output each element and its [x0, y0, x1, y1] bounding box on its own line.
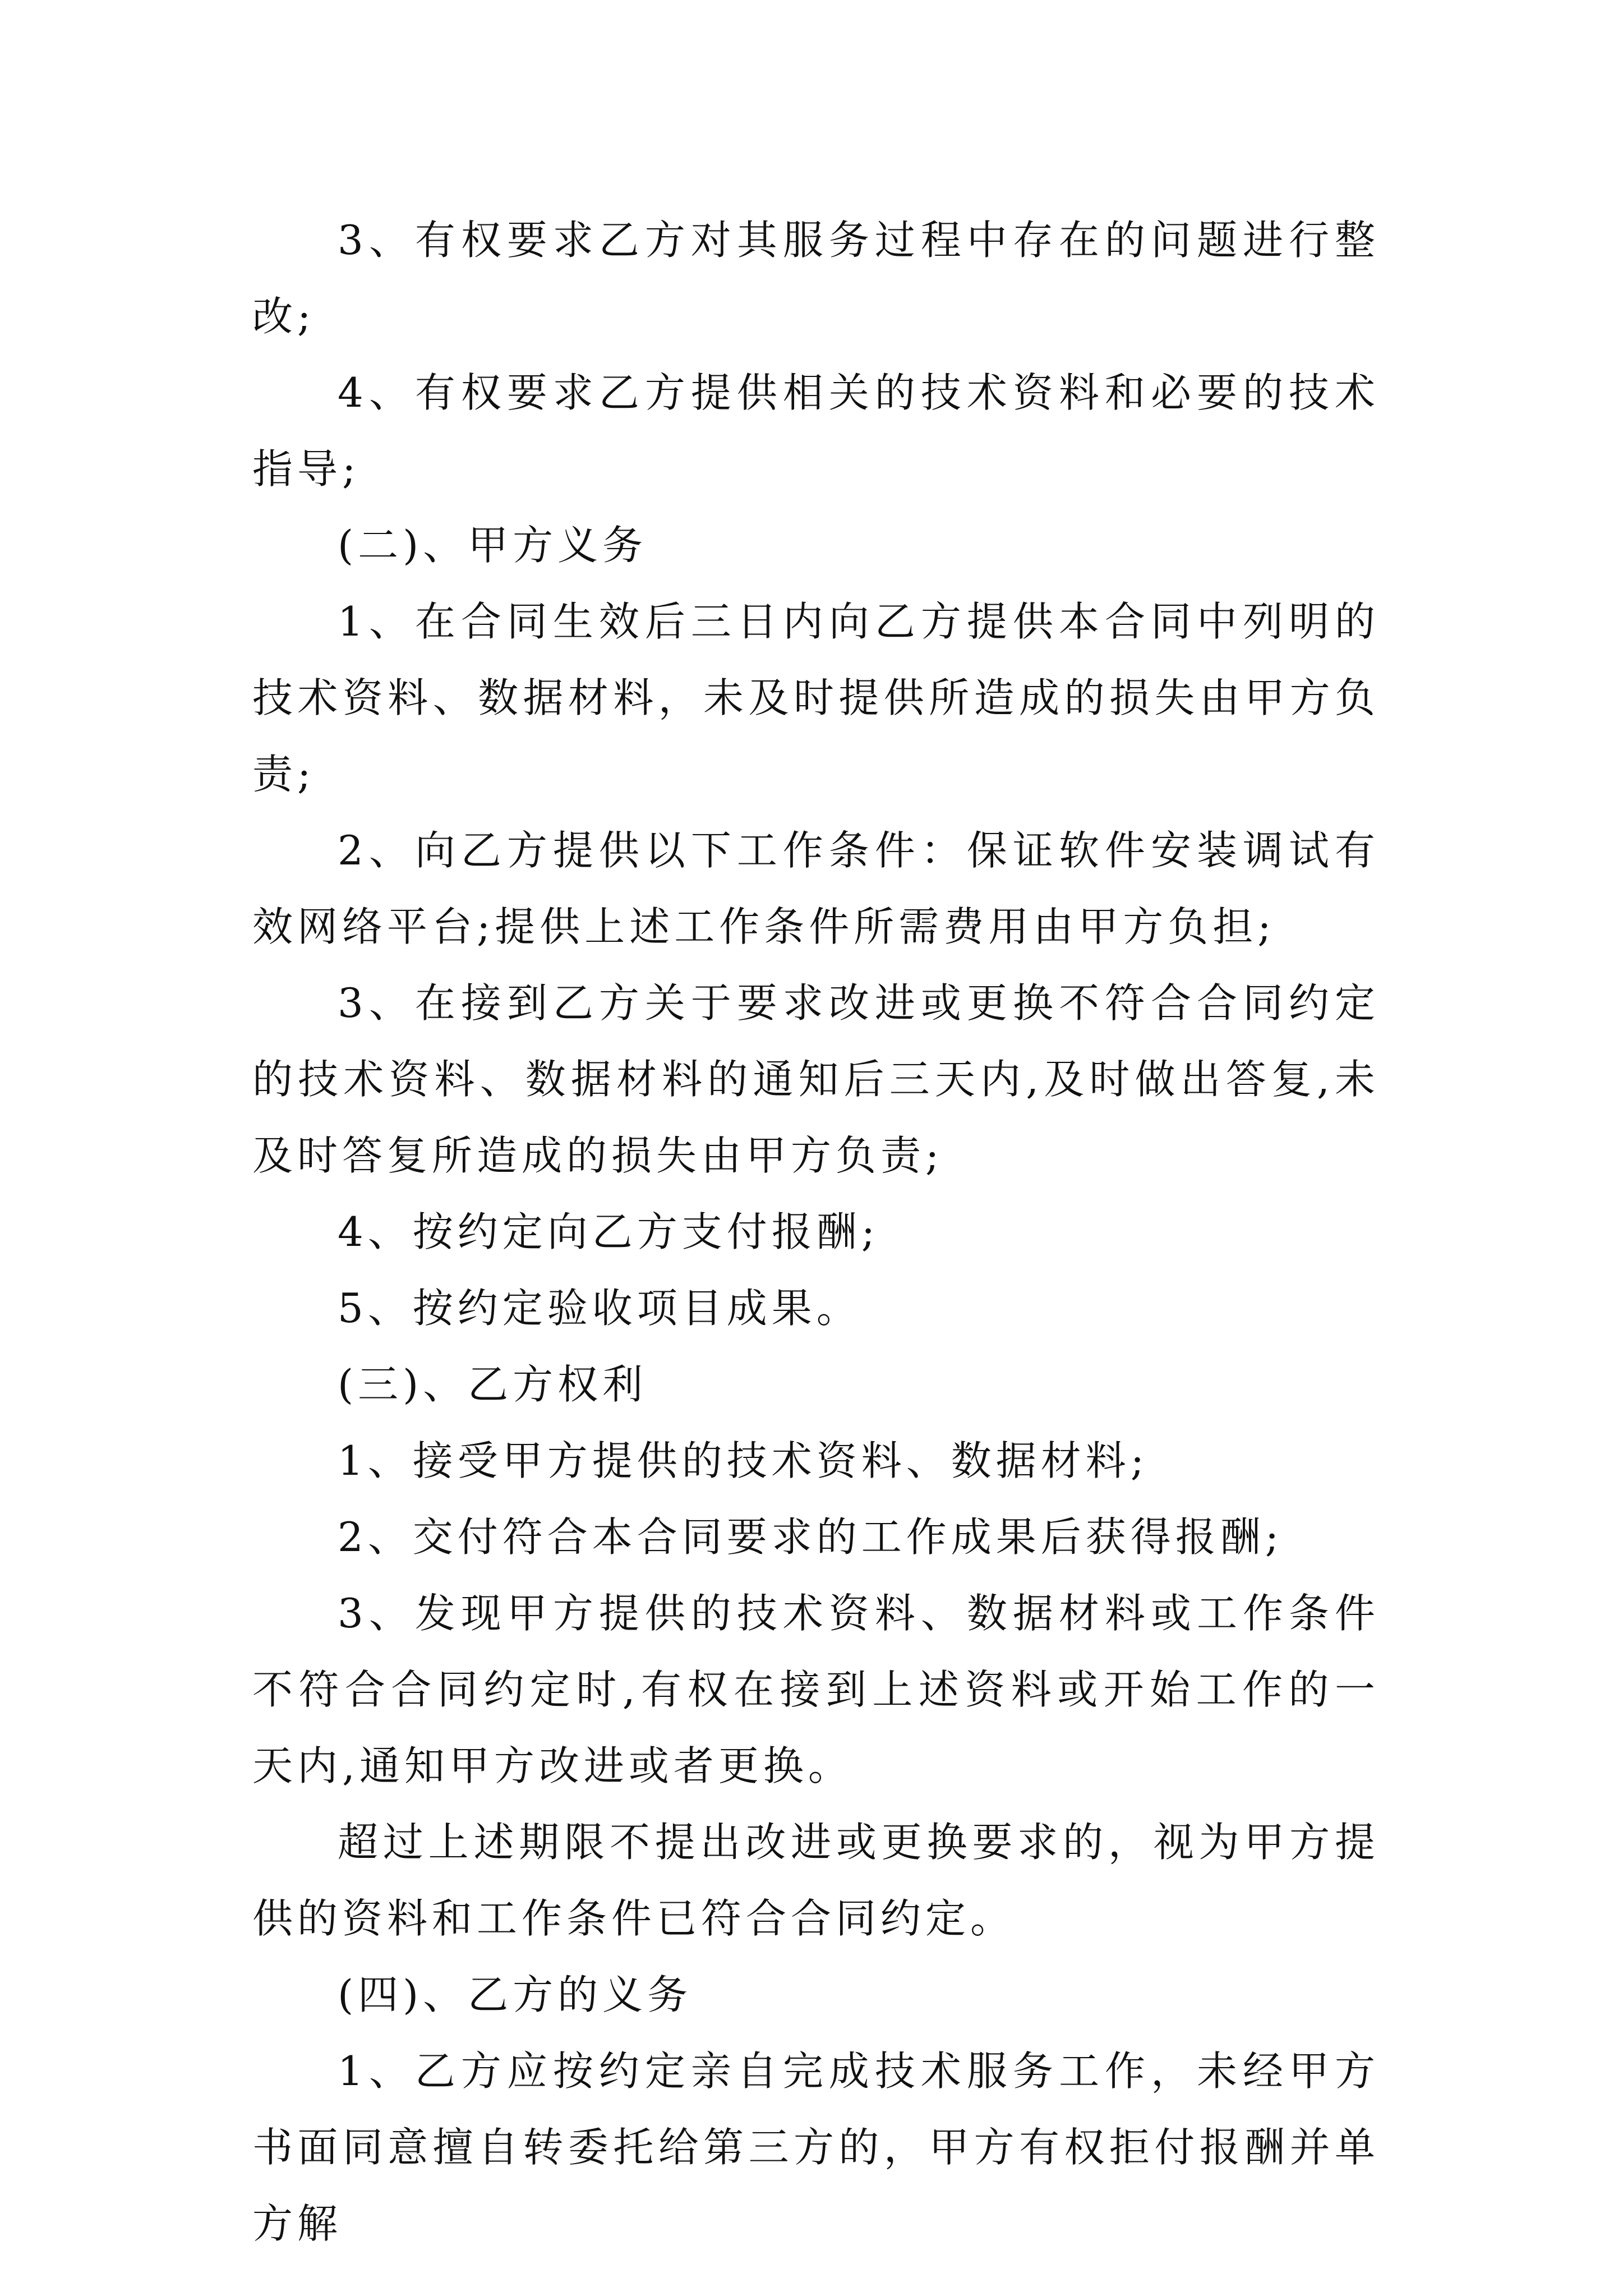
paragraph-b-obligation-1: 1、乙方应按约定亲自完成技术服务工作，未经甲方书面同意擅自转委托给第三方的，甲方有权拒付报酬并单方解: [252, 2047, 1380, 2247]
paragraph-b-right-1: 1、接受甲方提供的技术资料、数据材料;: [338, 1437, 1149, 1484]
paragraph-obligation-3: 3、在接到乙方关于要求改进或更换不符合合同约定的技术资料、数据材料的通知后三天内,及时做出答复,未及时答复所造成的损失由甲方负责;: [252, 979, 1380, 1179]
paragraph-right-4: 4、有权要求乙方提供相关的技术资料和必要的技术指导;: [252, 369, 1380, 493]
paragraph-obligation-5: 5、按约定验收项目成果。: [338, 1285, 861, 1332]
section-heading-party-b-rights: (三)、乙方权利: [338, 1361, 648, 1408]
paragraph-obligation-1: 1、在合同生效后三日内向乙方提供本合同中列明的技术资料、数据材料，未及时提供所造成的损失由甲方负责;: [252, 598, 1380, 798]
paragraph-right-3: 3、有权要求乙方对其服务过程中存在的问题进行整改;: [252, 217, 1380, 340]
paragraph-obligation-4: 4、按约定向乙方支付报酬;: [338, 1208, 880, 1255]
section-heading-party-a-obligations: (二)、甲方义务: [338, 522, 648, 569]
document-body: [252, 202, 1380, 2262]
paragraph-deadline-note: 超过上述期限不提出改进或更换要求的，视为甲方提供的资料和工作条件已符合合同约定。: [252, 1819, 1380, 1942]
paragraph-b-right-2: 2、交付符合本合同要求的工作成果后获得报酬;: [338, 1513, 1284, 1561]
paragraph-obligation-2: 2、向乙方提供以下工作条件：保证软件安装调试有效网络平台;提供上述工作条件所需费用由甲方负担;: [252, 827, 1380, 950]
section-heading-party-b-obligations: (四)、乙方的义务: [338, 1971, 693, 2018]
paragraph-b-right-3: 3、发现甲方提供的技术资料、数据材料或工作条件不符合合同约定时,有权在接到上述资料或开始工作的一天内,通知甲方改进或者更换。: [252, 1590, 1380, 1789]
